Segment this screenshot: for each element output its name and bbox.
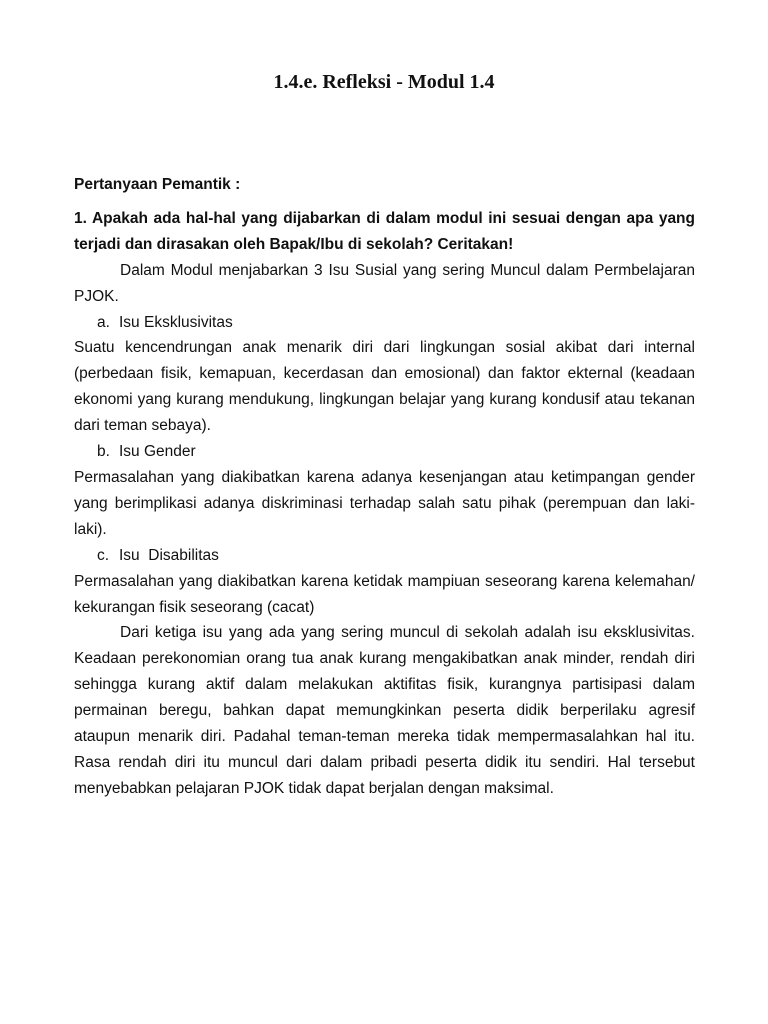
issue-label: Isu Gender <box>119 443 196 461</box>
issue-item-c <box>74 543 695 569</box>
issue-description-b: Permasalahan yang diakibatkan karena adanya kesenjangan atau ketimpangan gender yang berimplikasi adanya diskriminasi terhadap salah satu pihak (perempuan dan laki-laki). <box>74 468 695 538</box>
issue-description-a: Suatu kencendrungan anak menarik diri dari lingkungan sosial akibat dari internal (perbedaan fisik, kemapuan, kecerdasan dan emosional) dan faktor ekternal (keadaan ekonomi yang kurang mendukung, lingkungan belajar yang kurang kondusif atau tekanan dari teman sebaya). <box>74 339 695 435</box>
conclusion-paragraph: Dari ketiga isu yang ada yang sering muncul di sekolah adalah isu eksklusivitas. Keadaan perekonomian orang tua anak kurang mengakibatkan anak minder, rendah diri sehingga kurang aktif dalam melakukan aktifitas fisik, kurangnya partisipasi dalam permainan beregu, bahkan dapat memungkinkan peserta didik berperilaku agresif ataupun menarik diri. Padahal teman-teman mereka tidak mempermasalahkan hal itu. Rasa rendah diri itu muncul dari dalam pribadi peserta didik itu sendiri. Hal tersebut menyebabkan pelajaran PJOK tidak dapat berjalan dengan maksimal. <box>74 624 704 797</box>
issue-description-c: Permasalahan yang diakibatkan karena ketidak mampiuan seseorang karena kelemahan/ kekurangan fisik seseorang (cacat) <box>74 572 695 616</box>
list-marker: a. <box>97 313 110 331</box>
issue-item-b <box>74 439 695 465</box>
issue-label: Isu Eksklusivitas <box>119 313 233 331</box>
list-marker: b. <box>97 443 110 461</box>
issue-item-a <box>74 310 695 336</box>
intro-paragraph: Dalam Modul menjabarkan 3 Isu Susial yang sering Muncul dalam Permbelajaran PJOK. <box>74 261 695 305</box>
question-text: 1. Apakah ada hal-hal yang dijabarkan di dalam modul ini sesuai dengan apa yang terjadi dan dirasakan oleh Bapak/Ibu di sekolah? Ceritakan! <box>74 209 695 253</box>
document-body <box>74 172 704 802</box>
section-heading: Pertanyaan Pemantik : <box>74 176 241 193</box>
document-title: 1.4.e. Refleksi - Modul 1.4 <box>273 71 495 93</box>
list-marker: c. <box>97 546 110 564</box>
issue-label: Isu Disabilitas <box>119 546 219 564</box>
